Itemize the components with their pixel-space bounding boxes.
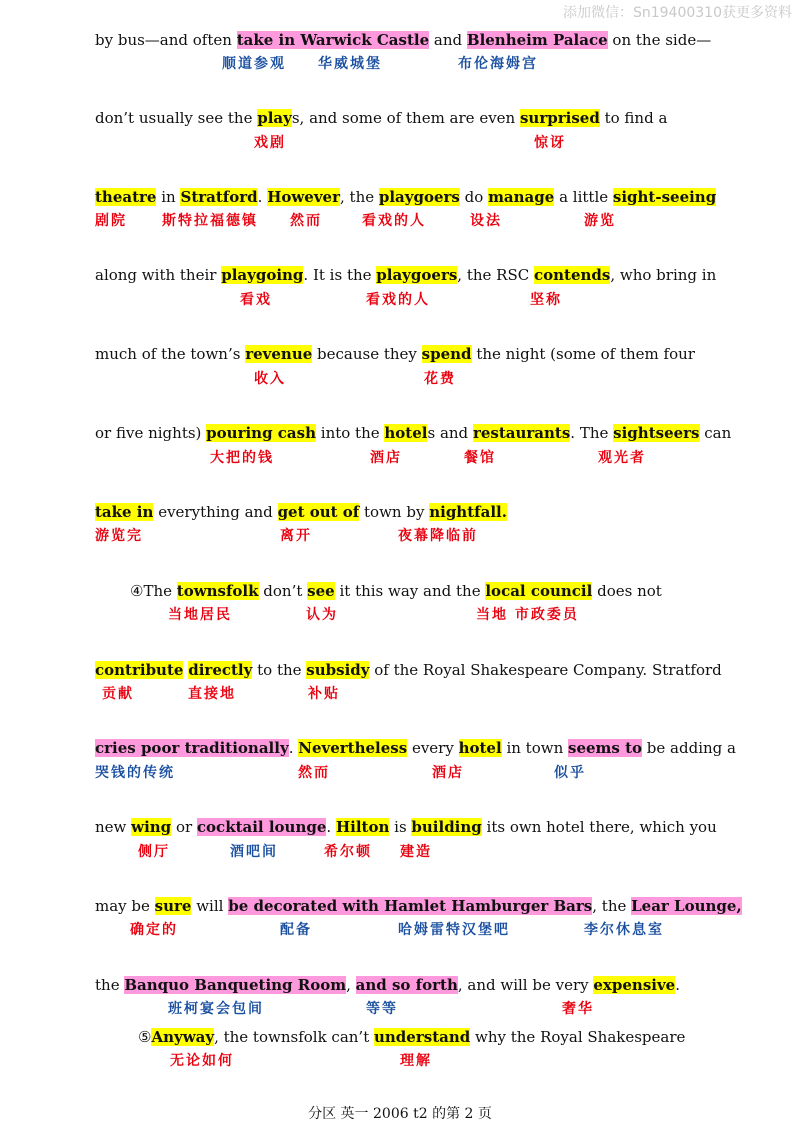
text-line-14: ⑤Anyway, the townsfolk can’t understand why the Royal Shakespeare: [138, 1028, 686, 1046]
highlight-phrase: and so forth: [355, 976, 458, 994]
gloss: 看戏的人: [362, 213, 426, 229]
highlight-word: Anyway: [151, 1028, 215, 1046]
gloss: 建造: [400, 844, 432, 860]
highlight-word: pouring cash: [206, 424, 316, 442]
gloss: 剧院: [95, 213, 127, 229]
gloss: 餐馆: [464, 450, 496, 466]
gloss: 无论如何: [170, 1053, 234, 1069]
gloss: 希尔顿: [324, 844, 372, 860]
page-footer: 分区 英一 2006 t2 的第 2 页: [308, 1106, 492, 1122]
gloss: 认为: [306, 607, 338, 623]
highlight-phrase: be decorated with Hamlet Hamburger Bars: [228, 897, 593, 915]
highlight-word: hotel: [384, 424, 428, 442]
gloss: 然而: [298, 765, 330, 781]
highlight-word: restaurants: [472, 424, 571, 442]
highlight-word: playgoers: [376, 266, 458, 284]
highlight-phrase: Lear Lounge,: [631, 897, 742, 915]
gloss: 酒店: [370, 450, 402, 466]
highlight-word: directly: [188, 661, 253, 679]
gloss: 离开: [280, 528, 312, 544]
gloss: 戏剧: [254, 135, 286, 151]
highlight-word: Hilton: [335, 818, 390, 836]
gloss: 等等: [366, 1001, 398, 1017]
gloss: 理解: [400, 1053, 432, 1069]
gloss: 当地 市政委员: [476, 607, 579, 623]
highlight-word: Stratford: [180, 188, 258, 206]
gloss: 布伦海姆宫: [458, 56, 538, 72]
highlight-word: sure: [154, 897, 192, 915]
gloss: 坚称: [530, 292, 562, 308]
gloss: 酒店: [432, 765, 464, 781]
highlight-word: revenue: [245, 345, 313, 363]
gloss: 直接地: [188, 686, 236, 702]
highlight-phrase: Banquo Banqueting Room: [124, 976, 347, 994]
highlight-word: sight-seeing: [612, 188, 717, 206]
gloss: 哈姆雷特汉堡吧: [398, 922, 510, 938]
highlight-word: building: [411, 818, 482, 836]
gloss: 似乎: [554, 765, 586, 781]
gloss: 班柯宴会包间: [168, 1001, 264, 1017]
gloss: 然而: [290, 213, 322, 229]
text-line-2: don’t usually see the plays, and some of them are even surprised to find a: [95, 109, 668, 127]
highlight-word: contends: [533, 266, 611, 284]
gloss: 游览完: [95, 528, 143, 544]
text-line-10: cries poor traditionally. Nevertheless every hotel in town seems to be adding a: [95, 739, 736, 757]
highlight-word: Nevertheless: [298, 739, 408, 757]
gloss: 补贴: [308, 686, 340, 702]
gloss: 观光者: [598, 450, 646, 466]
gloss: 当地居民: [168, 607, 232, 623]
gloss: 看戏: [240, 292, 272, 308]
highlight-word: playgoers: [378, 188, 460, 206]
highlight-word: manage: [488, 188, 555, 206]
gloss: 游览: [584, 213, 616, 229]
text-line-7: take in everything and get out of town by nightfall.: [95, 503, 507, 521]
text-line-9: contribute directly to the subsidy of the Royal Shakespeare Company. Stratford: [95, 661, 722, 679]
gloss: 顺道参观: [222, 56, 286, 72]
text-line-6: or five nights) pouring cash into the hotels and restaurants. The sightseers can: [95, 424, 732, 442]
gloss: 夜幕降临前: [398, 528, 478, 544]
highlight-word: understand: [374, 1028, 471, 1046]
gloss: 李尔休息室: [584, 922, 664, 938]
highlight-phrase: take in Warwick Castle: [236, 31, 430, 49]
highlight-word: take in: [95, 503, 154, 521]
highlight-phrase: cocktail lounge: [196, 818, 327, 836]
highlight-word: sightseers: [613, 424, 700, 442]
highlight-word: see: [307, 582, 335, 600]
highlight-word: contribute: [95, 661, 184, 679]
text-line-12: may be sure will be decorated with Hamlet Hamburger Bars, the Lear Lounge,: [95, 897, 742, 915]
highlight-word: theatre: [95, 188, 157, 206]
highlight-phrase: seems to: [568, 739, 643, 757]
gloss: 配备: [280, 922, 312, 938]
gloss: 设法: [470, 213, 502, 229]
highlight-word: play: [257, 109, 292, 127]
highlight-word: subsidy: [306, 661, 370, 679]
gloss: 大把的钱: [210, 450, 274, 466]
highlight-word: nightfall.: [429, 503, 507, 521]
gloss: 侧厅: [138, 844, 170, 860]
gloss: 酒吧间: [230, 844, 278, 860]
gloss: 哭钱的传统: [95, 765, 175, 781]
gloss: 斯特拉福德镇: [162, 213, 258, 229]
highlight-phrase: cries poor traditionally: [95, 739, 289, 757]
text-line-4: along with their playgoing. It is the playgoers, the RSC contends, who bring in: [95, 266, 717, 284]
text-line-1: by bus—and often take in Warwick Castle and Blenheim Palace on the side—: [95, 31, 712, 49]
text-line-11: new wing or cocktail lounge. Hilton is building its own hotel there, which you: [95, 818, 717, 836]
gloss: 花费: [424, 371, 456, 387]
highlight-word: townsfolk: [176, 582, 259, 600]
highlight-word: However: [267, 188, 340, 206]
gloss: 收入: [254, 371, 286, 387]
highlight-word: spend: [421, 345, 472, 363]
highlight-word: playgoing: [221, 266, 304, 284]
watermark: 添加微信：Sn19400310获更多资料: [562, 5, 792, 21]
gloss: 华威城堡: [318, 56, 382, 72]
text-line-8: ④The townsfolk don’t see it this way and the local council does not: [130, 582, 662, 600]
text-line-3: theatre in Stratford. However, the playgoers do manage a little sight-seeing: [95, 188, 717, 206]
gloss: 贡献: [102, 686, 134, 702]
gloss: 确定的: [130, 922, 178, 938]
highlight-word: get out of: [277, 503, 360, 521]
highlight-word: local council: [485, 582, 593, 600]
highlight-word: expensive: [593, 976, 676, 994]
highlight-word: surprised: [519, 109, 600, 127]
highlight-word: hotel: [458, 739, 502, 757]
gloss: 奢华: [562, 1001, 594, 1017]
text-line-5: much of the town’s revenue because they spend the night (some of them four: [95, 345, 695, 363]
gloss: 看戏的人: [366, 292, 430, 308]
highlight-word: wing: [131, 818, 172, 836]
gloss: 惊讶: [534, 135, 566, 151]
highlight-phrase: Blenheim Palace: [466, 31, 608, 49]
text-line-13: the Banquo Banqueting Room, and so forth, and will be very expensive.: [95, 976, 680, 994]
